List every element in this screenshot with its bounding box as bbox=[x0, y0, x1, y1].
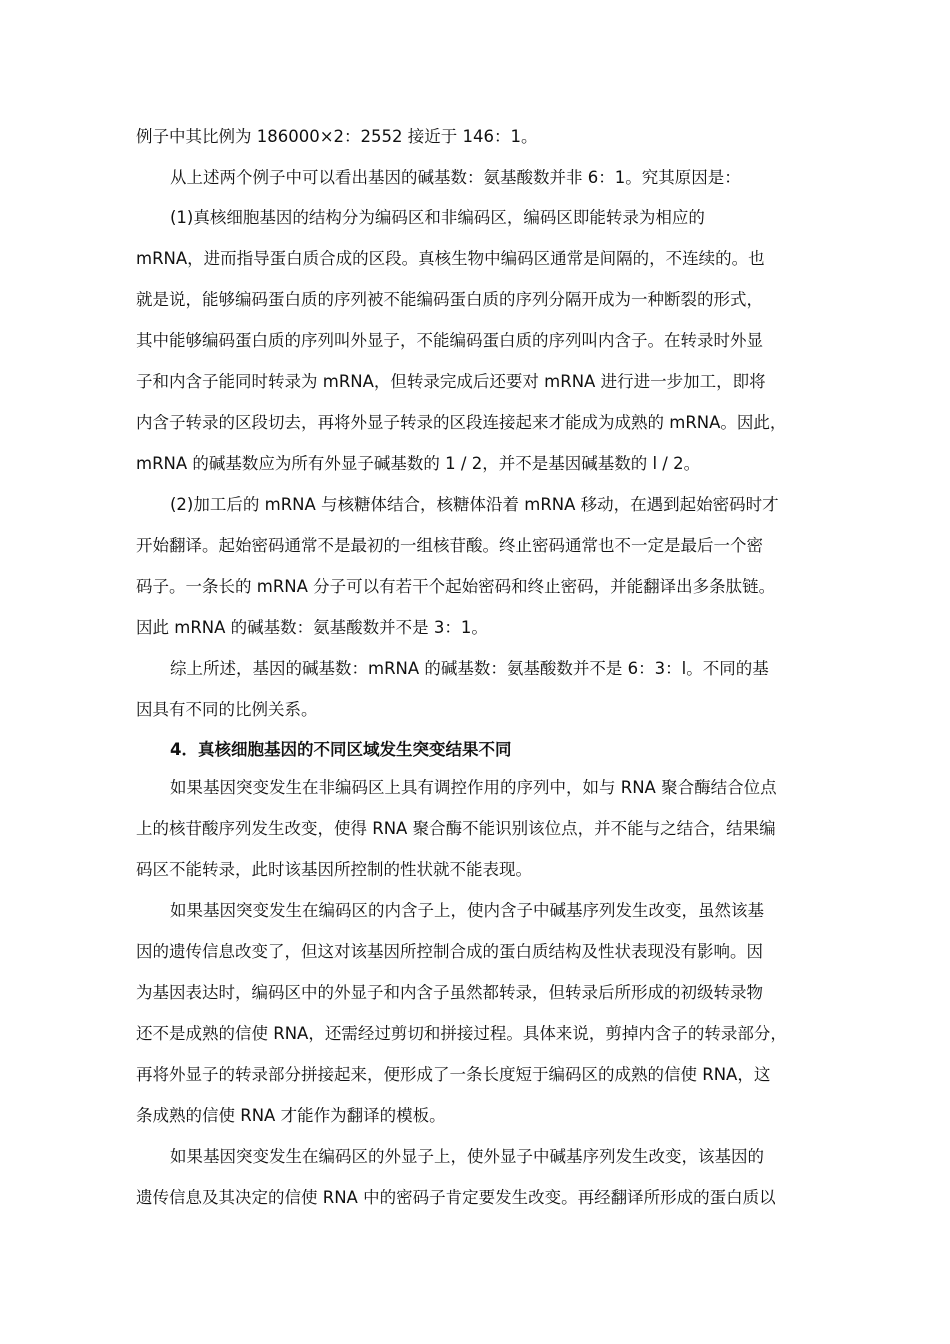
text-line: 因的遗传信息改变了，但这对该基因所控制合成的蛋白质结构及性状表现没有影响。因 bbox=[136, 942, 763, 961]
section-heading: 4．真核细胞基因的不同区域发生突变结果不同 bbox=[170, 740, 512, 759]
text-line: 例子中其比例为 186000×2：2552 接近于 146：1。 bbox=[136, 127, 538, 146]
text-line: 如果基因突变发生在非编码区上具有调控作用的序列中，如与 RNA 聚合酶结合位点 bbox=[170, 778, 777, 797]
text-line: 就是说，能够编码蛋白质的序列被不能编码蛋白质的序列分隔开成为一种断裂的形式， bbox=[136, 290, 763, 309]
text-line: 如果基因突变发生在编码区的外显子上，使外显子中碱基序列发生改变，该基因的 bbox=[170, 1147, 764, 1166]
text-line: 内含子转录的区段切去，再将外显子转录的区段连接起来才能成为成熟的 mRNA。因此， bbox=[136, 413, 787, 432]
text-line: 码子。一条长的 mRNA 分子可以有若干个起始密码和终止密码，并能翻译出多条肽链。 bbox=[136, 577, 776, 596]
text-line: 再将外显子的转录部分拼接起来，便形成了一条长度短于编码区的成熟的信使 RNA，这 bbox=[136, 1065, 771, 1084]
text-line: 为基因表达时，编码区中的外显子和内含子虽然都转录，但转录后所形成的初级转录物 bbox=[136, 983, 763, 1002]
text-line: 上的核苷酸序列发生改变，使得 RNA 聚合酶不能识别该位点，并不能与之结合，结果编 bbox=[136, 819, 776, 838]
text-line: 因此 mRNA 的碱基数：氨基酸数并不是 3：1。 bbox=[136, 618, 488, 637]
text-line: 条成熟的信使 RNA 才能作为翻译的模板。 bbox=[136, 1106, 446, 1125]
text-line: 从上述两个例子中可以看出基因的碱基数：氨基酸数并非 6：1。究其原因是： bbox=[170, 168, 741, 187]
text-line: mRNA 的碱基数应为所有外显子碱基数的 1 / 2，并不是基因碱基数的 l / 2。 bbox=[136, 454, 701, 473]
text-line: (2)加工后的 mRNA 与核糖体结合，核糖体沿着 mRNA 移动，在遇到起始密码时才 bbox=[170, 495, 779, 514]
text-line: 如果基因突变发生在编码区的内含子上，使内含子中碱基序列发生改变，虽然该基 bbox=[170, 901, 764, 920]
text-line: 因具有不同的比例关系。 bbox=[136, 700, 318, 719]
text-line: 还不是成熟的信使 RNA，还需经过剪切和拼接过程。具体来说，剪掉内含子的转录部分， bbox=[136, 1024, 787, 1043]
text-line: 遗传信息及其决定的信使 RNA 中的密码子肯定要发生改变。再经翻译所形成的蛋白质以 bbox=[136, 1188, 776, 1207]
text-line: 其中能够编码蛋白质的序列叫外显子，不能编码蛋白质的序列叫内含子。在转录时外显 bbox=[136, 331, 763, 350]
text-line: 子和内含子能同时转录为 mRNA，但转录完成后还要对 mRNA 进行进一步加工，即将 bbox=[136, 372, 766, 391]
text-line: mRNA，进而指导蛋白质合成的区段。真核生物中编码区通常是间隔的，不连续的。也 bbox=[136, 249, 765, 268]
text-line: 综上所述，基因的碱基数：mRNA 的碱基数：氨基酸数并不是 6：3：l。不同的基 bbox=[170, 659, 769, 678]
text-line: (1)真核细胞基因的结构分为编码区和非编码区，编码区即能转录为相应的 bbox=[170, 208, 705, 227]
text-line: 码区不能转录，此时该基因所控制的性状就不能表现。 bbox=[136, 860, 532, 879]
text-line: 开始翻译。起始密码通常不是最初的一组核苷酸。终止密码通常也不一定是最后一个密 bbox=[136, 536, 763, 555]
